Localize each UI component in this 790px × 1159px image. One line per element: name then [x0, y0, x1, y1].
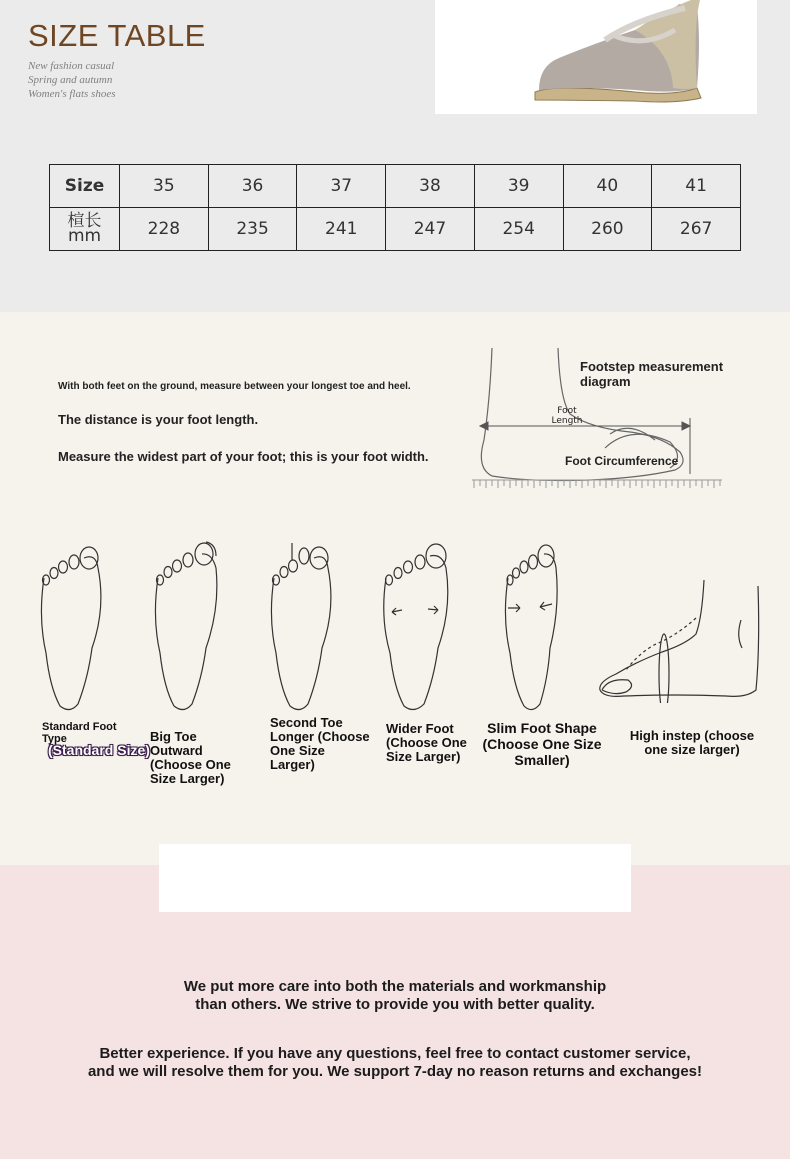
- white-band: [159, 844, 631, 912]
- quality-line: than others. We strive to provide you with better quality.: [195, 996, 595, 1013]
- page-subtitle: [28, 59, 116, 101]
- size-cell: 39: [474, 165, 563, 208]
- quality-statement: [0, 978, 790, 1014]
- shoe-image: [435, 0, 757, 114]
- foot-type-label: Standard Foot Type: [42, 721, 117, 745]
- table-row: [50, 208, 741, 251]
- high-instep-foot-icon: [596, 578, 762, 703]
- big-toe-outward-foot-icon: [150, 538, 220, 713]
- instruction-line: Measure the widest part of your foot; this is your foot width.: [58, 449, 429, 464]
- foot-length-label-line: Length: [551, 416, 583, 426]
- second-toe-longer-foot-icon: [266, 538, 336, 713]
- foot-type-label: Second Toe Longer (Choose One Size Larger): [270, 715, 370, 772]
- service-line: Better experience. If you have any questions, feel free to contact customer service,: [99, 1045, 691, 1062]
- foot-circumference-label: Foot Circumference: [565, 454, 679, 468]
- foot-type-label: Big Toe Outward (Choose One Size Larger): [150, 729, 231, 786]
- foot-type-label: High instep (choose one size larger): [629, 728, 755, 757]
- subtitle-line: New fashion casual: [28, 60, 115, 72]
- subtitle-line: Spring and autumn: [28, 74, 113, 86]
- length-cell: 260: [563, 208, 652, 251]
- size-cell: 40: [563, 165, 652, 208]
- length-cell: 247: [386, 208, 475, 251]
- length-cell: 267: [652, 208, 741, 251]
- instruction-line: With both feet on the ground, measure between your longest toe and heel.: [58, 381, 411, 392]
- service-line: and we will resolve them for you. We support 7-day no reason returns and exchanges!: [87, 1063, 703, 1080]
- table-row: [50, 165, 741, 208]
- foot-type-label: Wider Foot (Choose One Size Larger): [386, 721, 467, 764]
- page-title: SIZE TABLE: [28, 18, 206, 53]
- instruction-line: The distance is your foot length.: [58, 412, 259, 427]
- wider-foot-icon: [380, 538, 450, 713]
- size-cell: 41: [652, 165, 741, 208]
- size-table: [49, 164, 741, 251]
- length-cell: 228: [120, 208, 209, 251]
- size-cell: 36: [208, 165, 297, 208]
- length-cell: 235: [208, 208, 297, 251]
- diagram-title: Footstep measurement diagram: [580, 359, 724, 389]
- length-label: [50, 208, 120, 251]
- length-label-line: 楦长: [67, 211, 102, 231]
- length-label-unit: mm: [67, 226, 102, 246]
- espadrille-shoe-illustration: [435, 0, 757, 114]
- length-cell: 254: [474, 208, 563, 251]
- quality-line: We put more care into both the materials and workmanship: [183, 978, 607, 995]
- foot-length-label: [548, 406, 586, 426]
- size-cell: 35: [120, 165, 209, 208]
- foot-length-label-line: Foot: [557, 406, 577, 416]
- size-cell: 38: [386, 165, 475, 208]
- subtitle-line: Women's flats shoes: [28, 88, 116, 100]
- standard-size-note: (Standard Size): [48, 742, 150, 758]
- standard-foot-icon: [36, 538, 106, 713]
- slim-foot-icon: [498, 538, 568, 713]
- foot-type-label: Slim Foot Shape (Choose One Size Smaller): [482, 720, 602, 768]
- service-statement: [0, 1045, 790, 1081]
- length-cell: 241: [297, 208, 386, 251]
- size-cell: 37: [297, 165, 386, 208]
- size-label: Size: [50, 165, 120, 208]
